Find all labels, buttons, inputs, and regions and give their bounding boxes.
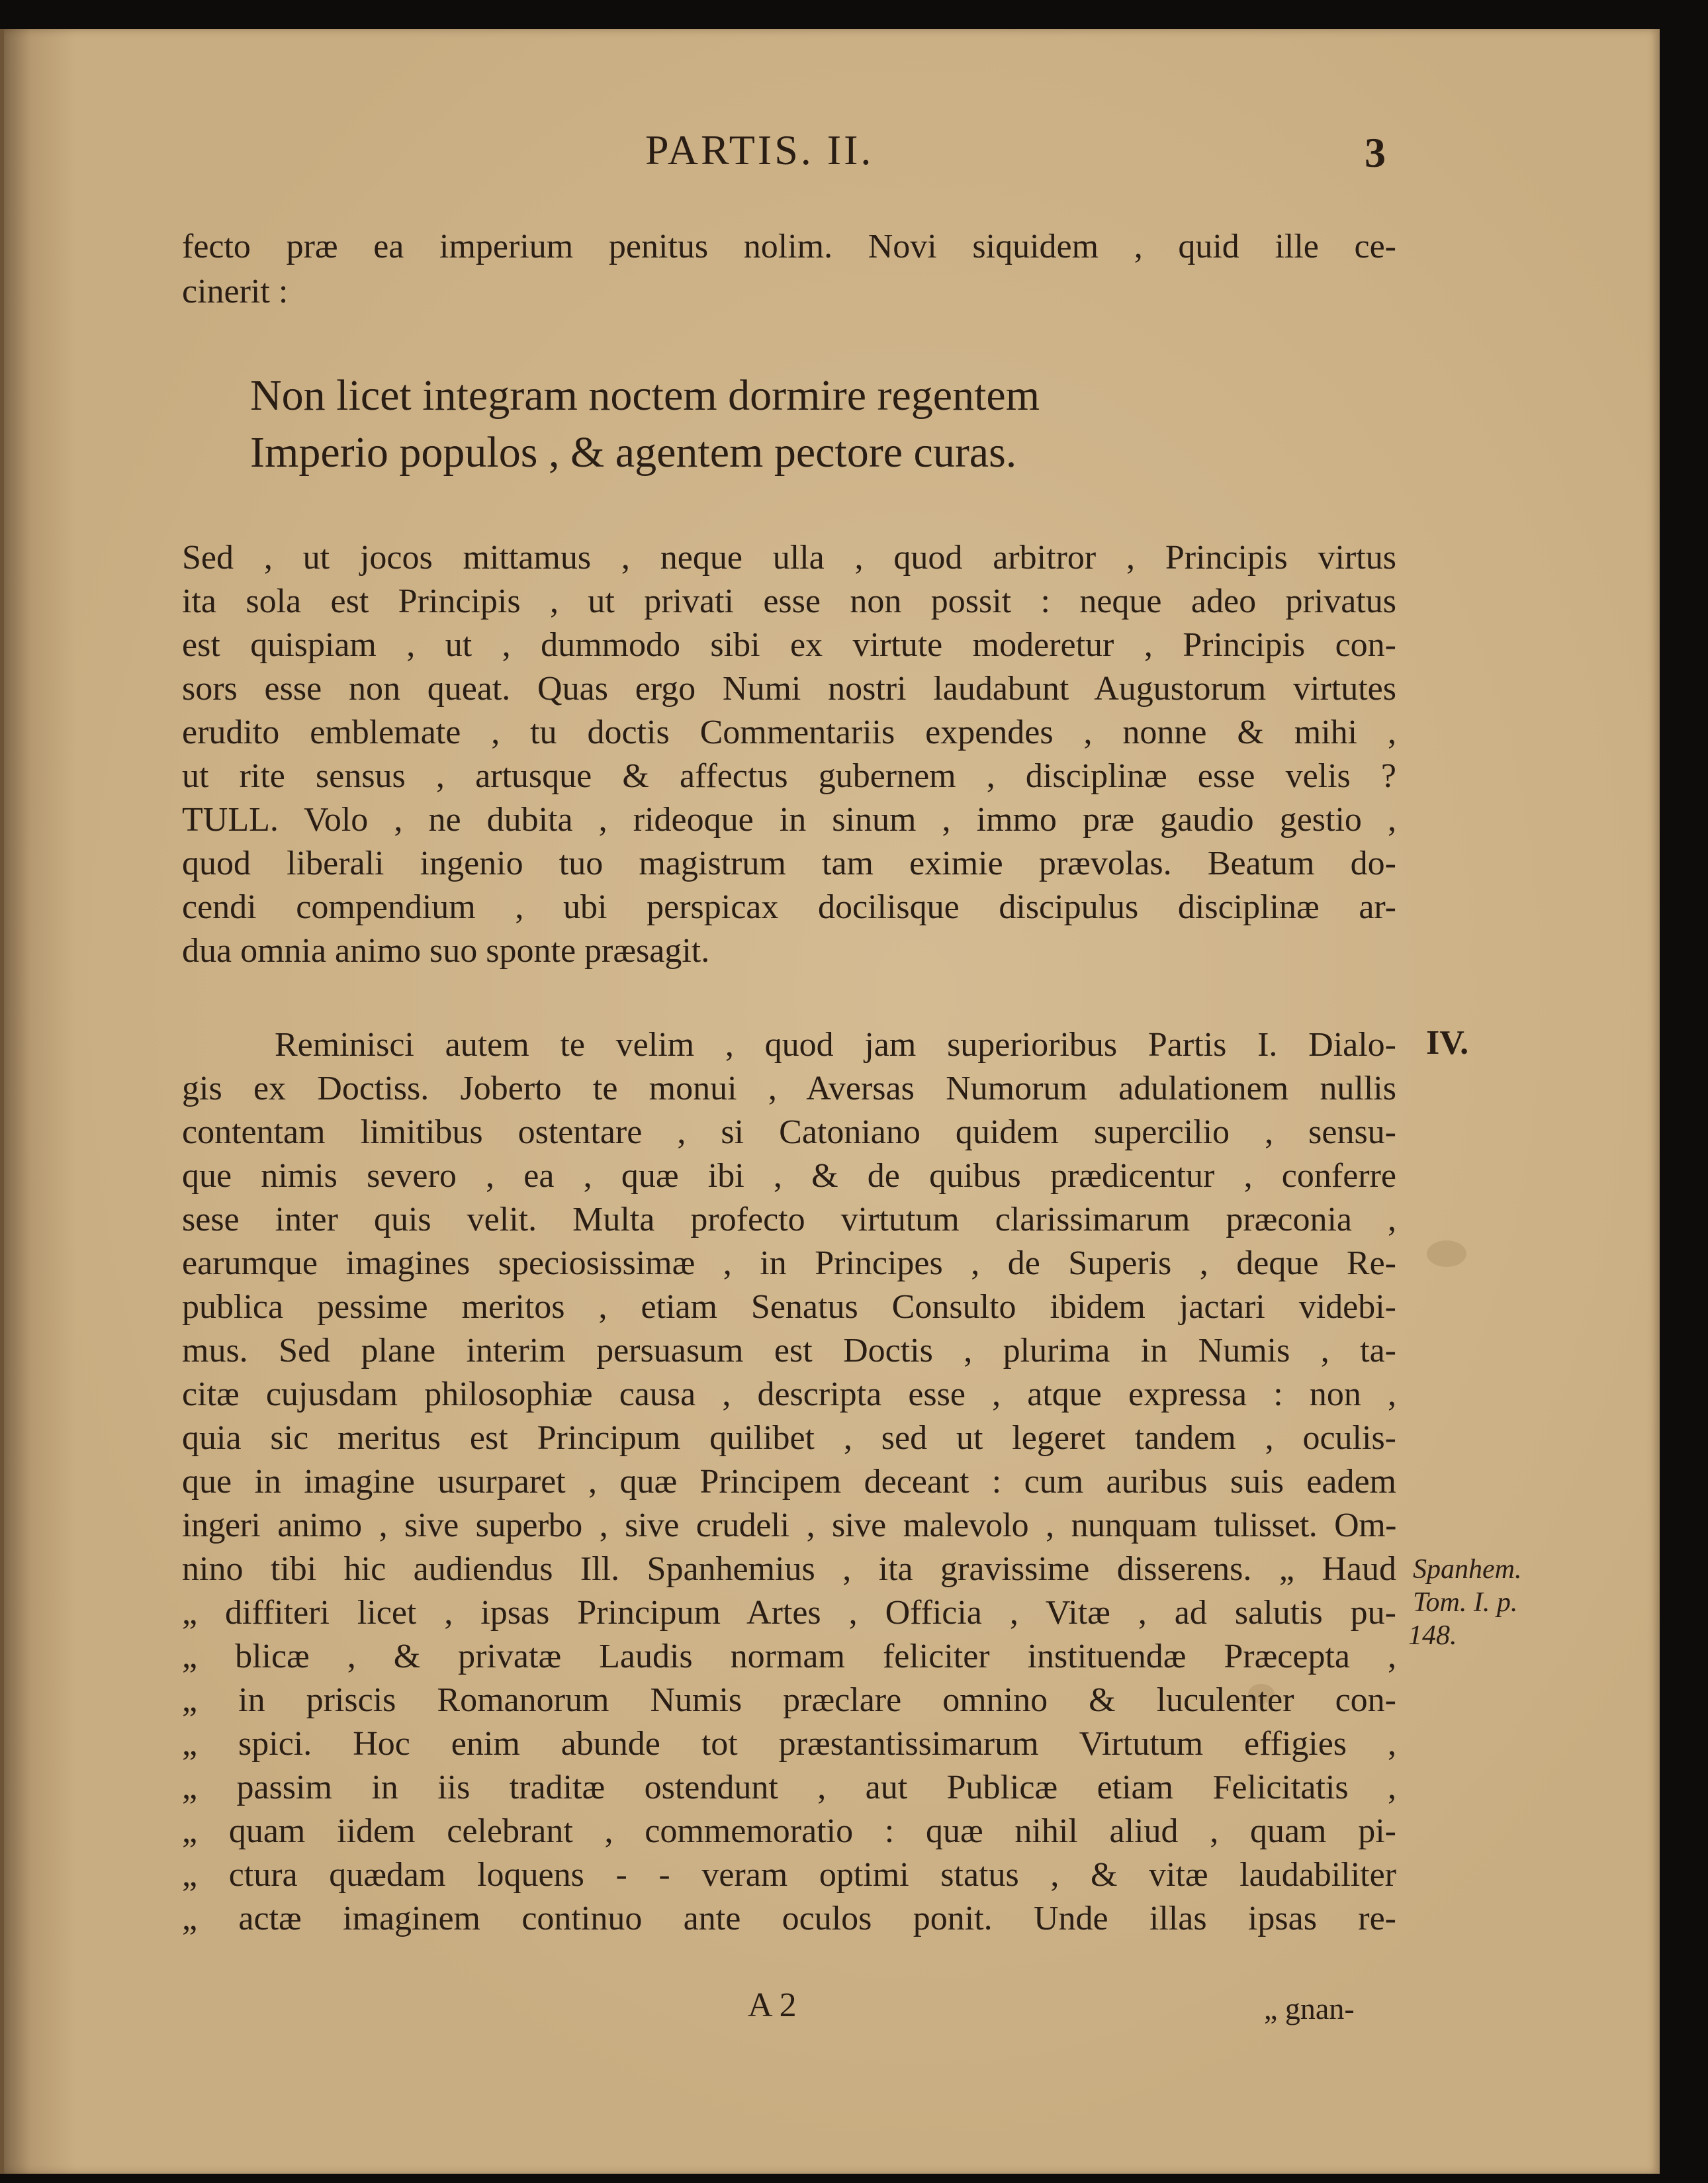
verse-line: Non licet integram noctem dormire regentem [250, 371, 1040, 420]
margin-reference: Tom. I. p. [1413, 1587, 1518, 1618]
page-number: 3 [1365, 129, 1386, 176]
margin-section-numeral: IV. [1426, 1024, 1469, 1062]
verse-line: Imperio populos , & agentem pectore curas. [250, 428, 1017, 477]
text-line: nino tibi hic audiendus Ill. Spanhemius , ita gravissime disserens. „ Haud [182, 1550, 1396, 1588]
signature-mark: A 2 [748, 1986, 797, 2024]
text-line: „ blicæ , & privatæ Laudis normam feliciter instituendæ Præcepta , [182, 1638, 1396, 1675]
text-line: quia sic meritus est Principum quilibet , sed ut legeret tandem , oculis- [182, 1419, 1396, 1457]
text-line: Sed , ut jocos mittamus , neque ulla , quod arbitror , Principis virtus [182, 539, 1396, 577]
text-line: publica pessime meritos , etiam Senatus Consulto ibidem jactari videbi- [182, 1288, 1396, 1326]
text-line: „ spici. Hoc enim abunde tot præstantissimarum Virtutum effigies , [182, 1725, 1396, 1763]
text-line: „ ctura quædam loquens - - veram optimi status , & vitæ laudabiliter [182, 1856, 1396, 1894]
text-line: sese inter quis velit. Multa profecto virtutum clarissimarum præconia , [182, 1201, 1396, 1238]
text-line: TULL. Volo , ne dubita , rideoque in sinum , immo præ gaudio gestio , [182, 801, 1396, 839]
text-line: mus. Sed plane interim persuasum est Doctis , plurima in Numis , ta- [182, 1332, 1396, 1370]
text-line: quod liberali ingenio tuo magistrum tam eximie prævolas. Beatum do- [182, 845, 1396, 882]
text-line: dua omnia animo suo sponte præsagit. [182, 932, 710, 970]
margin-reference: 148. [1408, 1620, 1457, 1651]
text-line: citæ cujusdam philosophiæ causa , descripta esse , atque expressa : non , [182, 1375, 1396, 1413]
text-line: „ actæ imaginem continuo ante oculos ponit. Unde illas ipsas re- [182, 1900, 1396, 1937]
text-line: ingeri animo , sive superbo , sive crudeli , sive malevolo , nunquam tulisset. Om- [182, 1507, 1396, 1544]
text-line: earumque imagines speciosissimæ , in Principes , de Superis , deque Re- [182, 1244, 1396, 1282]
running-title: PARTIS. II. [645, 126, 874, 173]
text-line: contentam limitibus ostentare , si Catoniano quidem supercilio , sensu- [182, 1113, 1396, 1151]
text-line: „ in priscis Romanorum Numis præclare omnino & luculenter con- [182, 1681, 1396, 1719]
text-line: est quispiam , ut , dummodo sibi ex virtute moderetur , Principis con- [182, 626, 1396, 664]
page-header [0, 126, 1456, 185]
text-line: que nimis severo , ea , quæ ibi , & de quibus prædicentur , conferre [182, 1157, 1396, 1195]
text-line: sors esse non queat. Quas ergo Numi nostri laudabunt Augustorum virtutes [182, 670, 1396, 708]
text-line: cendi compendium , ubi perspicax docilisque discipulus disciplinæ ar- [182, 888, 1396, 926]
catchword: „ gnan- [1264, 1992, 1355, 2025]
text-line: „ quam iidem celebrant , commemoratio : quæ nihil aliud , quam pi- [182, 1812, 1396, 1850]
margin-reference: Spanhem. [1413, 1554, 1522, 1585]
paper-stain [1427, 1240, 1466, 1267]
text-line: gis ex Doctiss. Joberto te monui , Aversas Numorum adulationem nullis [182, 1070, 1396, 1107]
text-line: cinerit : [182, 273, 289, 310]
text-line: „ passim in iis traditæ ostendunt , aut Publicæ etiam Felicitatis , [182, 1769, 1396, 1806]
text-line: erudito emblemate , tu doctis Commentariis expendes , nonne & mihi , [182, 714, 1396, 751]
text-line: que in imagine usurparet , quæ Principem deceant : cum auribus suis eadem [182, 1463, 1396, 1501]
text-line: ita sola est Principis , ut privati esse non possit : neque adeo privatus [182, 582, 1396, 620]
text-line: Reminisci autem te velim , quod jam superioribus Partis I. Dialo- [275, 1026, 1396, 1064]
text-line: fecto præ ea imperium penitus nolim. Novi siquidem , quid ille ce- [182, 228, 1396, 265]
text-line: „ diffiteri licet , ipsas Principum Artes , Officia , Vitæ , ad salutis pu- [182, 1594, 1396, 1632]
text-line: ut rite sensus , artusque & affectus gubernem , disciplinæ esse velis ? [182, 757, 1396, 795]
